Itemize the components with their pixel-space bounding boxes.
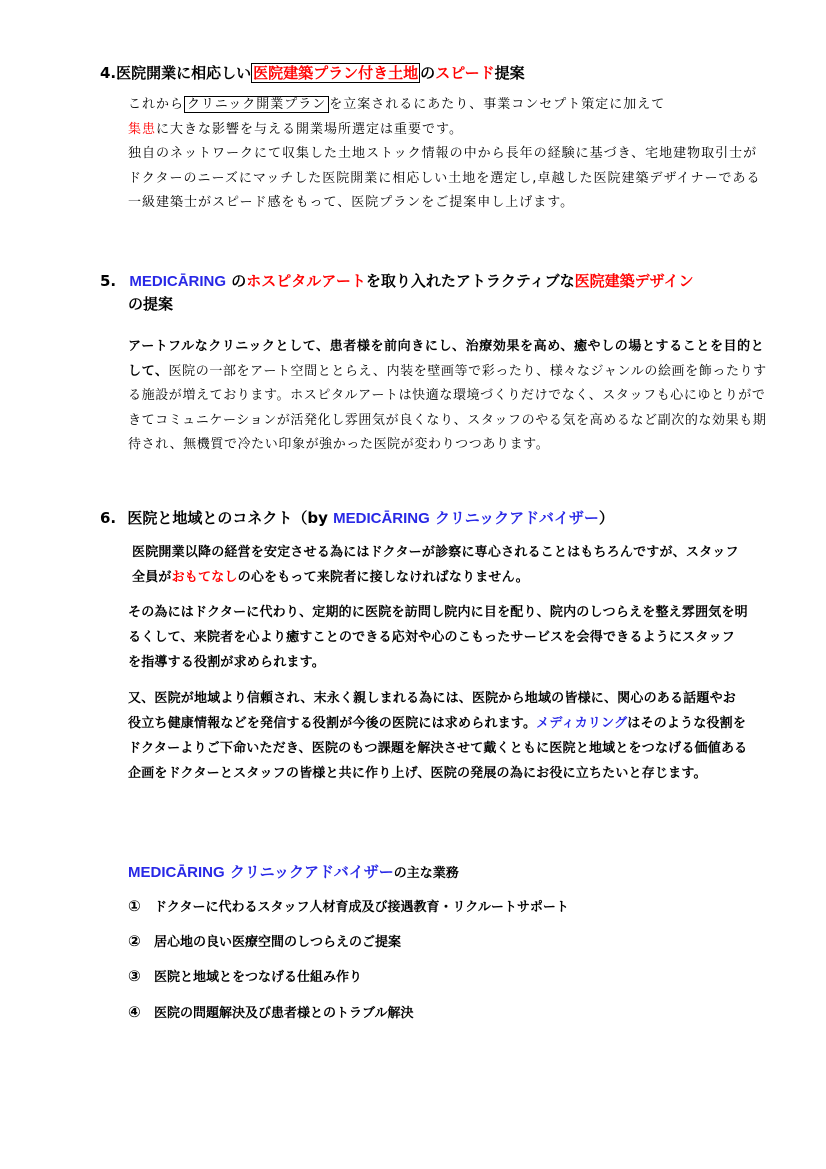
- medicaring-katakana: メディカリング: [536, 716, 628, 731]
- brand-name: MEDICĀRING: [128, 864, 225, 881]
- text: これから: [128, 97, 185, 112]
- item-text: ドクターに代わるスタッフ人材育成及び接遇教育・リクルートサポート: [154, 900, 569, 915]
- section-6-paragraph-2: その為にはドクターに代わり、定期的に医院を訪問し院内に目を配り、院内のしつらえを整え雰囲気を明るくして、来院者を心より癒すことのできる応対や心のこもったサービスを会得できるようにスタッフを指導する役割が求められます。: [128, 605, 748, 670]
- text: の: [231, 272, 247, 290]
- clinic-advisor-text: クリニックアドバイザー: [435, 509, 599, 527]
- section-6-paragraph-3: [128, 686, 748, 786]
- hospital-art-text: ホスピタルアート: [246, 272, 366, 290]
- text: 医院開業以降の経営を安定させる為にはドクターが診察に専心されることはもちろんですが、スタッフ全員が: [132, 545, 739, 585]
- text: を取り入れたアトラクティブな: [365, 272, 575, 290]
- section-4-heading: [100, 63, 525, 83]
- section-6-number: 6.: [100, 509, 117, 527]
- text: を立案されるにあたり、事業コンセプト策定に加えて: [329, 97, 666, 112]
- service-item: [128, 896, 569, 915]
- omotenashi-text: おもてなし: [171, 570, 238, 585]
- text: の主な業務: [393, 866, 459, 881]
- section-4-paragraph-2: [128, 118, 768, 143]
- patient-attraction-text: 集患: [128, 121, 157, 137]
- brand-name: MEDICĀRING: [129, 273, 227, 290]
- section-6-heading: [100, 508, 614, 529]
- item-number: ③: [128, 967, 141, 985]
- text: の心をもって来院者に接しなければなりません。: [237, 570, 529, 585]
- section-4-heading-speed: スピード: [435, 64, 495, 82]
- section-5-heading-line-2: の提案: [128, 295, 174, 313]
- text: 又、医院が地域より信頼され、末永く親しまれる為には、医院から地域の皆様に、関心のある話題やお役立ち健康情報などを発信する役割が今後の医院には求められます。: [128, 691, 736, 731]
- clinic-plan-box: クリニック開業プラン: [184, 96, 329, 113]
- clinic-advisor-text: クリニックアドバイザー: [229, 863, 394, 881]
- clinic-design-text: 医院建築デザイン: [574, 272, 694, 290]
- section-4-heading-part: 提案: [494, 64, 525, 82]
- item-text: 居心地の良い医療空間のしつらえのご提案: [154, 935, 402, 950]
- service-item: [128, 931, 401, 950]
- service-item: [128, 1002, 413, 1021]
- text: 医院と地域とのコネクト（by: [127, 509, 328, 527]
- item-number: ①: [128, 897, 141, 915]
- item-text: 医院の問題解決及び患者様とのトラブル解決: [154, 1006, 414, 1021]
- text: に大きな影響を与える開業場所選定は重要です。: [156, 121, 463, 137]
- section-4-body: [128, 93, 768, 216]
- item-text: 医院と地域とをつなげる仕組み作り: [154, 970, 363, 985]
- service-item: [128, 966, 362, 985]
- item-number: ②: [128, 932, 141, 950]
- section-4-heading-land-plan: 医院建築プラン付き土地: [253, 64, 419, 82]
- text: はそのような役割をドクターよりご下命いただき、医院のもつ課題を解決させて戴くともに医院と地域とをつなげる価値ある企画をドクターとスタッフの皆様と共に作り上げ、医院の発展の為にお役に立ちたいと存じます。: [128, 716, 748, 781]
- section-4-heading-part: の: [420, 64, 436, 82]
- section-5-number: 5.: [100, 272, 117, 290]
- section-4-number: 4.: [100, 64, 117, 82]
- section-5-bold-lead: アートフルなクリニックとして、患者様を前向きにし、治療効果を高め、癒やしの場とすることを目的として、: [128, 339, 765, 379]
- section-5-heading: [100, 271, 694, 292]
- section-4-heading-part: 医院開業に相応しい: [116, 64, 252, 82]
- section-5-paragraph: 医院の一部をアート空間ととらえ、内装を壁画等で彩ったり、様々なジャンルの絵画を飾ったりする施設が増えております。ホスピタルアートは快適な環境づくりだけでなく、スタッフも心にゆとりができてコミュニケーションが活発化し雰囲気が良くなり、スタッフのやる気を高めるなど副次的な効果も期待され、無機質で冷たい印象が強かった医院が変わりつつあります。: [128, 363, 767, 452]
- section-6-paragraph-1: [132, 540, 750, 590]
- services-heading: [128, 861, 459, 882]
- section-5-body: [128, 335, 770, 458]
- section-4-paragraph-1: [128, 93, 768, 118]
- brand-name: MEDICĀRING: [333, 510, 430, 527]
- item-number: ④: [128, 1003, 141, 1021]
- section-4-paragraph-3: 独自のネットワークにて収集した土地ストック情報の中から長年の経験に基づき、宅地建物取引士がドクターのニーズにマッチした医院開業に相応しい土地を選定し,卓越した医院建築デザイナーである一級建築士がスピード感をもって、医院プランをご提案申し上げます。: [128, 146, 761, 210]
- text: ）: [598, 509, 614, 527]
